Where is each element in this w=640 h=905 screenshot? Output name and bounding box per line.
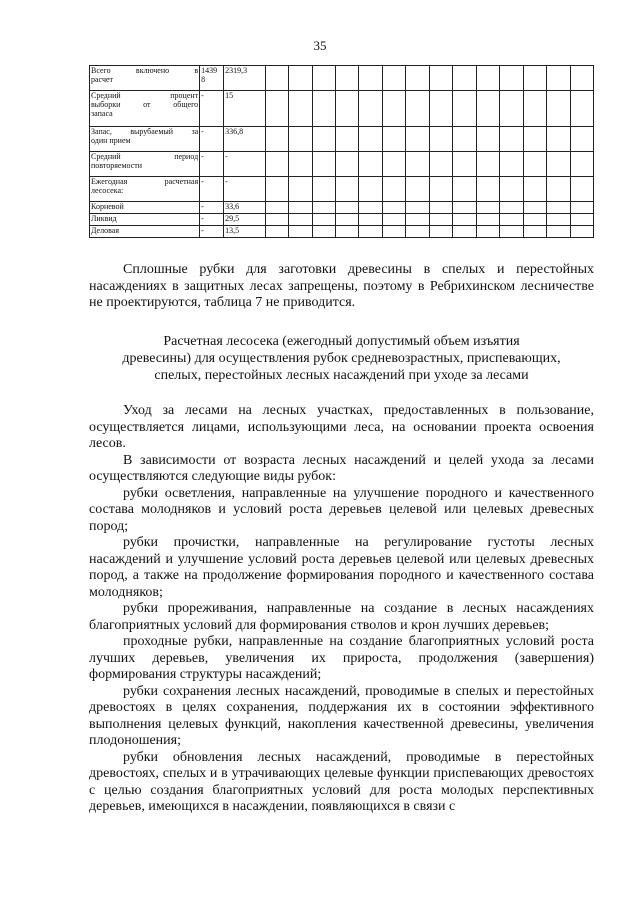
empty-cell xyxy=(289,66,312,91)
paragraph: проходные рубки, направленные на создание благоприятных условий роста лучших деревьев, увеличения их прироста, продолжения (завершения) формирования структуры насаждений; xyxy=(89,634,594,682)
empty-cell xyxy=(429,214,452,226)
empty-cell xyxy=(359,91,382,127)
empty-cell xyxy=(429,91,452,127)
row-label-cell xyxy=(90,226,200,238)
empty-cell xyxy=(406,91,429,127)
empty-cell xyxy=(335,214,358,226)
cell-line: - xyxy=(201,177,204,186)
empty-cell xyxy=(476,177,499,202)
empty-cell xyxy=(406,66,429,91)
empty-cell xyxy=(453,214,476,226)
row-label-cell xyxy=(90,152,200,177)
cell-line: 1439 xyxy=(201,66,218,75)
empty-cell xyxy=(312,66,335,91)
paragraph: рубки осветления, направленные на улучшение породного и качественного состава молодняков и условий роста деревьев целевой или целевых древесных пород; xyxy=(89,485,594,534)
empty-cell xyxy=(359,226,382,238)
empty-cell xyxy=(335,226,358,238)
value-cell xyxy=(224,177,265,202)
value-cell xyxy=(224,214,265,226)
value-cell xyxy=(200,91,224,127)
empty-cell xyxy=(476,226,499,238)
empty-cell xyxy=(265,226,288,238)
paragraph: рубки обновления лесных насаждений, проводимые в перестойных древостоях, спелых и в утрачивающих целевые функции приспевающих древостоях с целью создания благоприятных условий для роста молодых перспективных деревьев, имеющихся в насаждении, появляющихся в связи с xyxy=(89,749,594,814)
value-cell xyxy=(200,177,224,202)
empty-cell xyxy=(312,177,335,202)
table-row xyxy=(90,152,594,177)
table-row xyxy=(90,66,594,91)
cell-line: выборки от общего xyxy=(91,100,199,109)
empty-cell xyxy=(335,91,358,127)
heading-line: древесины) для осуществления рубок средневозрастных, приспевающих, xyxy=(122,351,561,366)
empty-cell xyxy=(289,177,312,202)
row-label-cell xyxy=(90,214,200,226)
empty-cell xyxy=(382,127,405,152)
empty-cell xyxy=(570,127,593,152)
value-cell xyxy=(224,226,265,238)
empty-cell xyxy=(289,202,312,214)
empty-cell xyxy=(289,226,312,238)
empty-cell xyxy=(453,202,476,214)
empty-cell xyxy=(547,226,570,238)
empty-cell xyxy=(570,214,593,226)
empty-cell xyxy=(453,91,476,127)
empty-cell xyxy=(382,91,405,127)
empty-cell xyxy=(265,91,288,127)
empty-cell xyxy=(265,66,288,91)
empty-cell xyxy=(476,91,499,127)
cell-line: запаса xyxy=(91,109,113,118)
value-cell xyxy=(200,214,224,226)
empty-cell xyxy=(312,226,335,238)
empty-cell xyxy=(312,127,335,152)
empty-cell xyxy=(476,214,499,226)
cell-line: 2319,3 xyxy=(225,66,248,75)
cell-line: - xyxy=(225,152,228,161)
cell-line: 15 xyxy=(225,91,234,100)
empty-cell xyxy=(335,66,358,91)
empty-cell xyxy=(312,91,335,127)
empty-cell xyxy=(453,226,476,238)
empty-cell xyxy=(359,66,382,91)
empty-cell xyxy=(335,177,358,202)
empty-cell xyxy=(382,177,405,202)
empty-cell xyxy=(500,177,523,202)
empty-cell xyxy=(547,66,570,91)
empty-cell xyxy=(500,214,523,226)
empty-cell xyxy=(359,127,382,152)
table-row xyxy=(90,177,594,202)
empty-cell xyxy=(523,66,546,91)
empty-cell xyxy=(312,152,335,177)
empty-cell xyxy=(359,152,382,177)
empty-cell xyxy=(359,202,382,214)
cell-line: - xyxy=(225,177,228,186)
empty-cell xyxy=(547,214,570,226)
empty-cell xyxy=(547,202,570,214)
table-row xyxy=(90,91,594,127)
empty-cell xyxy=(500,66,523,91)
empty-cell xyxy=(382,152,405,177)
empty-cell xyxy=(359,214,382,226)
empty-cell xyxy=(335,152,358,177)
cell-line: 8 xyxy=(201,75,206,84)
empty-cell xyxy=(429,127,452,152)
empty-cell xyxy=(523,177,546,202)
empty-cell xyxy=(406,152,429,177)
heading-line: Расчетная лесосека (ежегодный допустимый объем изъятия xyxy=(163,334,520,349)
cell-line: - xyxy=(201,127,204,136)
empty-cell xyxy=(523,152,546,177)
empty-cell xyxy=(500,226,523,238)
empty-cell xyxy=(453,177,476,202)
empty-cell xyxy=(500,91,523,127)
row-label-cell xyxy=(90,202,200,214)
cell-line: Ликвид xyxy=(91,214,117,223)
empty-cell xyxy=(429,202,452,214)
paragraph: В зависимости от возраста лесных насаждений и целей ухода за лесами осуществляются следующие виды рубок: xyxy=(89,452,594,484)
empty-cell xyxy=(289,91,312,127)
empty-cell xyxy=(523,202,546,214)
value-cell xyxy=(224,127,265,152)
value-cell xyxy=(224,66,265,91)
empty-cell xyxy=(289,127,312,152)
table-row xyxy=(90,127,594,152)
timber-table xyxy=(89,65,594,238)
empty-cell xyxy=(500,202,523,214)
empty-cell xyxy=(476,152,499,177)
empty-cell xyxy=(406,202,429,214)
value-cell xyxy=(200,226,224,238)
empty-cell xyxy=(265,202,288,214)
empty-cell xyxy=(382,66,405,91)
empty-cell xyxy=(453,127,476,152)
heading-line: спелых, перестойных лесных насаждений при уходе за лесами xyxy=(154,368,529,383)
empty-cell xyxy=(335,202,358,214)
cell-line: повторяемости xyxy=(91,161,143,170)
empty-cell xyxy=(570,177,593,202)
value-cell xyxy=(200,202,224,214)
empty-cell xyxy=(570,202,593,214)
empty-cell xyxy=(453,152,476,177)
empty-cell xyxy=(429,177,452,202)
empty-cell xyxy=(382,202,405,214)
row-label-cell xyxy=(90,127,200,152)
value-cell xyxy=(200,66,224,91)
empty-cell xyxy=(570,226,593,238)
cell-line: Деловая xyxy=(91,226,119,235)
empty-cell xyxy=(406,177,429,202)
empty-cell xyxy=(382,226,405,238)
empty-cell xyxy=(547,177,570,202)
empty-cell xyxy=(570,66,593,91)
cell-line: расчет xyxy=(91,75,114,84)
empty-cell xyxy=(382,214,405,226)
empty-cell xyxy=(265,152,288,177)
table-row xyxy=(90,226,594,238)
cell-line: 33,6 xyxy=(225,202,240,211)
empty-cell xyxy=(476,127,499,152)
empty-cell xyxy=(312,214,335,226)
empty-cell xyxy=(429,226,452,238)
cell-line: 336,8 xyxy=(225,127,244,136)
body-section xyxy=(89,403,594,816)
empty-cell xyxy=(547,91,570,127)
value-cell xyxy=(200,127,224,152)
empty-cell xyxy=(406,214,429,226)
empty-cell xyxy=(312,202,335,214)
value-cell xyxy=(224,91,265,127)
paragraph: рубки сохранения лесных насаждений, проводимые в спелых и перестойных древостоях в целях сохранения, поддержания их в состоянии эффективного выполнения целевых функций, накопления качественной древесины, увеличения плодоношения; xyxy=(89,683,594,748)
cell-line: - xyxy=(201,202,204,211)
empty-cell xyxy=(523,226,546,238)
cell-line: Корневой xyxy=(91,202,124,211)
table-row xyxy=(90,214,594,226)
empty-cell xyxy=(289,214,312,226)
paragraph: рубки прореживания, направленные на создание в лесных насаждениях благоприятных условий для формирования стволов и крон лучших деревьев; xyxy=(89,601,594,633)
intro-paragraph: Сплошные рубки для заготовки древесины в спелых и перестойных насаждениях в защитных лесах запрещены, поэтому в Ребрихинском лесничестве не проектируются, таблица 7 не приводится. xyxy=(89,262,594,310)
cell-line: - xyxy=(201,226,204,235)
empty-cell xyxy=(523,214,546,226)
empty-cell xyxy=(265,177,288,202)
cell-line: Ежегодная расчетная xyxy=(91,177,199,186)
empty-cell xyxy=(335,127,358,152)
empty-cell xyxy=(500,127,523,152)
cell-line: Средний период xyxy=(91,152,199,161)
cell-line: - xyxy=(201,214,204,223)
cell-line: Запас, вырубаемый за xyxy=(91,127,199,136)
section-heading xyxy=(89,333,594,384)
cell-line: 13,5 xyxy=(225,226,240,235)
empty-cell xyxy=(429,66,452,91)
empty-cell xyxy=(359,177,382,202)
empty-cell xyxy=(429,152,452,177)
paragraph: Уход за лесами на лесных участках, предоставленных в пользование, осуществляется лицами, использующими леса, на основании проекта освоения лесов. xyxy=(89,403,594,451)
value-cell xyxy=(224,152,265,177)
table-row xyxy=(90,202,594,214)
empty-cell xyxy=(523,127,546,152)
empty-cell xyxy=(570,91,593,127)
row-label-cell xyxy=(90,66,200,91)
empty-cell xyxy=(570,152,593,177)
row-label-cell xyxy=(90,91,200,127)
empty-cell xyxy=(265,127,288,152)
empty-cell xyxy=(406,127,429,152)
empty-cell xyxy=(547,127,570,152)
value-cell xyxy=(224,202,265,214)
empty-cell xyxy=(406,226,429,238)
cell-line: Всего включено в xyxy=(91,66,199,75)
empty-cell xyxy=(476,202,499,214)
cell-line: 29,5 xyxy=(225,214,240,223)
page-number: 35 xyxy=(313,38,327,53)
empty-cell xyxy=(289,152,312,177)
cell-line: Средний процент xyxy=(91,91,199,100)
cell-line: - xyxy=(201,152,204,161)
cell-line: один прием xyxy=(91,136,131,145)
row-label-cell xyxy=(90,177,200,202)
cell-line: - xyxy=(201,91,204,100)
value-cell xyxy=(200,152,224,177)
cell-line: лесосека: xyxy=(91,186,124,195)
empty-cell xyxy=(265,214,288,226)
empty-cell xyxy=(523,91,546,127)
empty-cell xyxy=(476,66,499,91)
empty-cell xyxy=(453,66,476,91)
empty-cell xyxy=(547,152,570,177)
paragraph: рубки прочистки, направленные на регулирование густоты лесных насаждений и улучшение условий роста деревьев целевой или целевых древесных пород, а также на продолжение формирования породного и качественного состава молодняков; xyxy=(89,535,594,600)
empty-cell xyxy=(500,152,523,177)
